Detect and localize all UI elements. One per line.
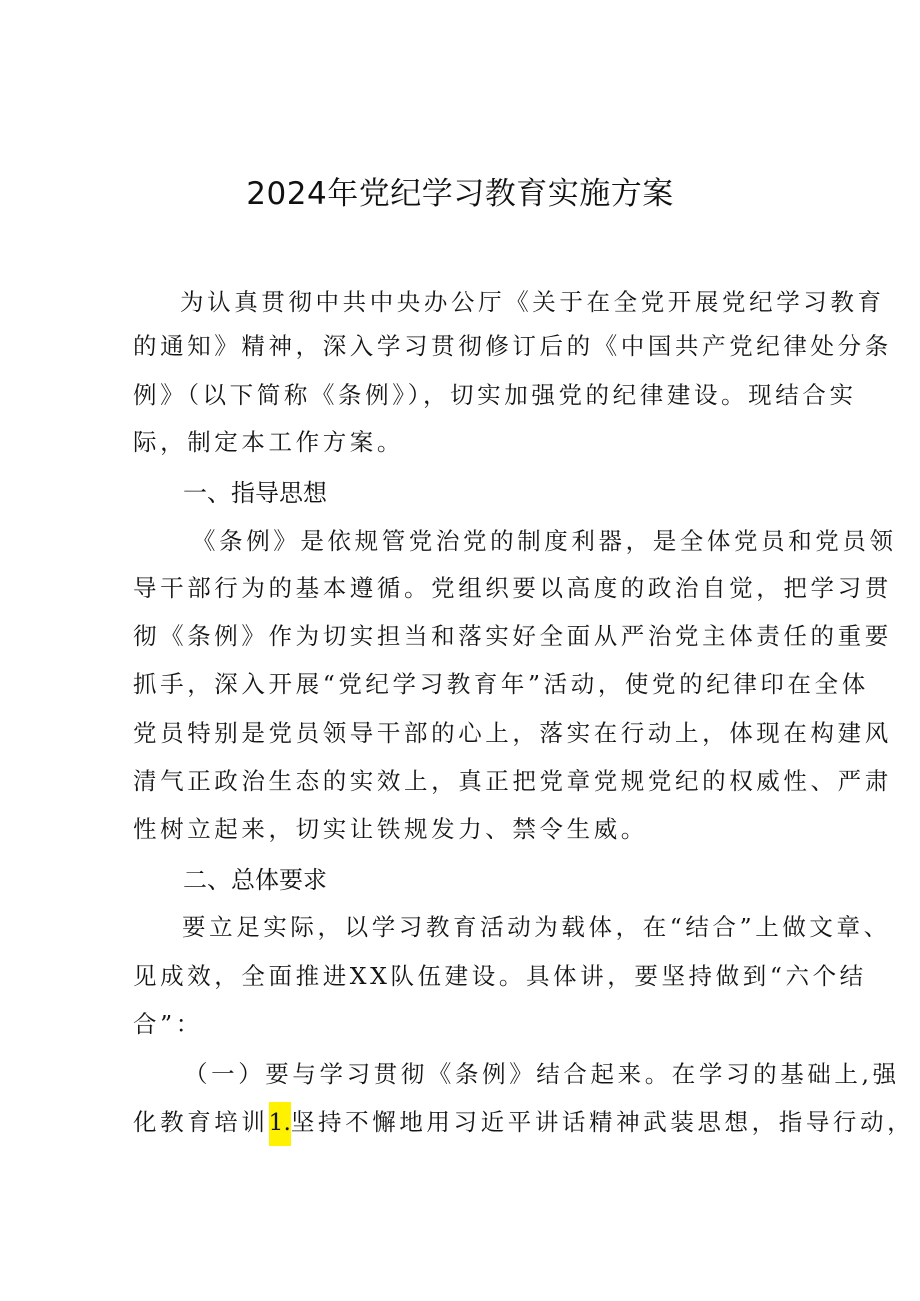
- section2-line-1: 要立足实际，以学习教育活动为载体，在“结合”上做文章、: [182, 913, 891, 941]
- intro-line-3: 例》（以下简称《条例》），切实加强党的纪律建设。现结合实: [133, 381, 857, 409]
- subsection1-text-before: 化教育培训: [133, 1108, 269, 1136]
- section1-line-4: 抓手，深入开展“党纪学习教育年”活动，使党的纪律印在全体: [133, 670, 869, 698]
- intro-line-1: 为认真贯彻中共中央办公厅《关于在全党开展党纪学习教育: [180, 288, 885, 316]
- section2-line-3: 合”：: [133, 1010, 203, 1038]
- intro-line-4: 际，制定本工作方案。: [133, 428, 404, 456]
- document-title: 2024年党纪学习教育实施方案: [246, 176, 674, 212]
- intro-line-2: 的通知》精神，深入学习贯彻修订后的《中国共产党纪律处分条: [133, 332, 892, 360]
- highlighted-number: 1.: [269, 1102, 291, 1146]
- section-heading-overall-requirements: 二、总体要求: [183, 866, 327, 894]
- section2-line-2: 见成效，全面推进XX队伍建设。具体讲，要坚持做到“六个结: [133, 962, 867, 990]
- section1-line-1: 《条例》是依规管党治党的制度利器，是全体党员和党员领: [192, 527, 897, 555]
- section1-line-2: 导干部行为的基本遵循。党组织要以高度的政治自觉，把学习贯: [133, 574, 892, 602]
- section1-line-7: 性树立起来，切实让铁规发力、禁令生威。: [133, 815, 648, 843]
- section-heading-guiding-thought: 一、指导思想: [183, 479, 327, 507]
- subsection1-line-1: （一）要与学习贯彻《条例》结合起来。在学习的基础上,强: [184, 1060, 900, 1088]
- subsection1-text-after: 坚持不懈地用习近平讲话精神武装思想，指导行动，: [290, 1108, 915, 1136]
- section1-line-3: 彻《条例》作为切实担当和落实好全面从严治党主体责任的重要: [133, 622, 892, 650]
- section1-line-5: 党员特别是党员领导干部的心上，落实在行动上，体现在构建风: [133, 719, 892, 747]
- section1-line-6: 清气正政治生态的实效上，真正把党章党规党纪的权威性、严肃: [133, 767, 892, 795]
- subsection1-line-2: [133, 1103, 914, 1137]
